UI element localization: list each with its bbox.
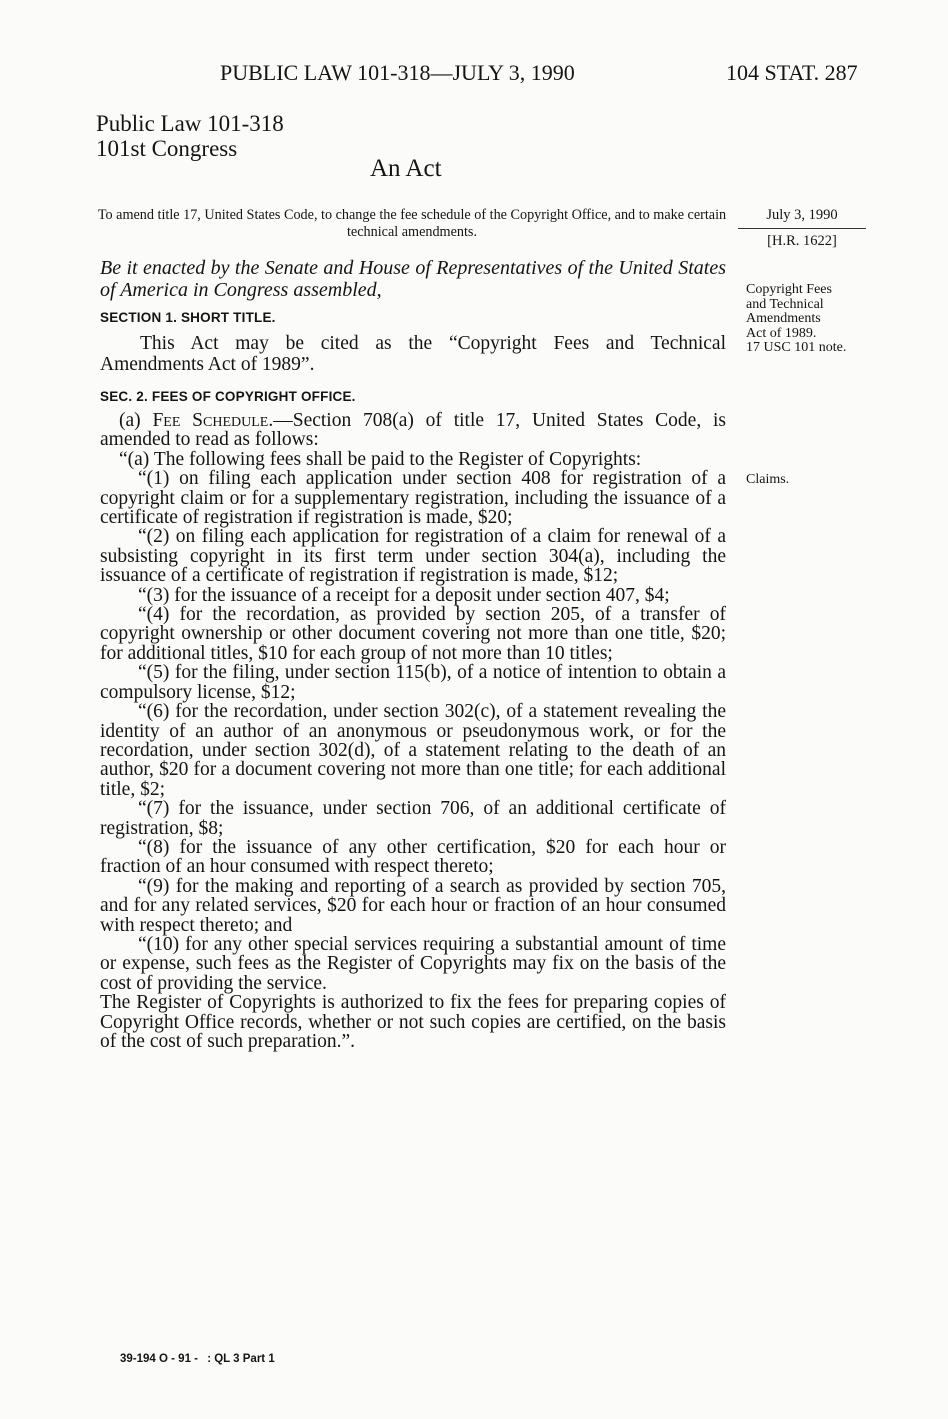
act-title: An Act <box>370 155 442 182</box>
public-law-number: Public Law 101-318 <box>96 111 284 136</box>
closing-paragraph: The Register of Copyrights is authorized to fix the fees for preparing copies of Copyright Office records, whether or not such copies are certified, on the basis of the cost of such preparation.”. <box>100 992 726 1052</box>
running-head-title: PUBLIC LAW 101-318—JULY 3, 1990 <box>220 60 575 85</box>
act-purpose: To amend title 17, United States Code, to change the fee schedule of the Copyright Office, and to make certain technical amendments. <box>97 207 727 240</box>
job-number: 39-194 O - 91 - <box>120 1353 198 1365</box>
fee-item: “(8) for the issuance of any other certification, $20 for each hour or fraction of an hour consumed with respect thereto; <box>100 836 726 878</box>
margin-note-line: Copyright Fees <box>746 282 832 297</box>
print-footer <box>120 1353 281 1365</box>
statutes-page-number: 104 STAT. 287 <box>726 60 858 85</box>
section-1-heading: SECTION 1. SHORT TITLE. <box>100 310 276 325</box>
subsection-text: —Section 708(a) of title 17, United States Code, is amended to read as follows: <box>100 410 726 451</box>
section-1-text-line: This Act may be cited as the “Copyright Fees and Technical <box>140 333 726 354</box>
fee-item: “(4) for the recordation, as provided by section 205, of a transfer of copyright ownership or other document covering not more than one title, $20; for additional titles, $10 for each group of not more than 10 titles; <box>100 604 726 664</box>
subsection-caption: Fee Schedule. <box>152 410 274 431</box>
ql-label: : QL 3 Part 1 <box>207 1353 275 1365</box>
subsection-a <box>100 411 726 450</box>
usc-note: 17 USC 101 note. <box>746 340 847 355</box>
section-1-text <box>100 333 726 375</box>
margin-note-line: Act of 1989. <box>746 325 817 341</box>
margin-note-short-title <box>746 283 886 356</box>
fee-item: “(2) on filing each application for registration of a claim for renewal of a subsisting copyright in its first term under section 304(a), including the issuance of a certificate of registration if registration is made, $12; <box>100 526 726 587</box>
fee-item: “(3) for the issuance of a receipt for a deposit under section 407, $4; <box>138 584 670 606</box>
section-1-text-line: Amendments Act of 1989”. <box>100 354 315 375</box>
bill-number: [H.R. 1622] <box>767 233 837 249</box>
fee-item: “(6) for the recordation, under section 302(c), of a statement revealing the identity of an author of an anonymous or pseudonymous work, or for the recordation, under section 302(d), of a statement relating to the death of an author, $20 for a document covering not more than one title; for each additional title, $2; <box>100 701 726 800</box>
section-2-heading: SEC. 2. FEES OF COPYRIGHT OFFICE. <box>100 389 356 404</box>
subsection-label: (a) <box>119 410 153 431</box>
fee-item: “(10) for any other special services requiring a substantial amount of time or expense, such fees as the Register of Copyrights may fix on the basis of the cost of providing the service. <box>100 933 726 994</box>
congress-label: 101st Congress <box>96 136 238 161</box>
fee-item: “(1) on filing each application under section 408 for registration of a copyright claim or for a supplementary registration, including the issuance of a certificate of registration if registration is made, $20; <box>100 468 726 529</box>
enacting-clause: Be it enacted by the Senate and House of Representatives of the United States of America in Congress assembled, <box>100 257 726 301</box>
fee-item: “(7) for the issuance, under section 706, of an additional certificate of registration, $8; <box>100 798 726 839</box>
fee-item: “(9) for the making and reporting of a search as provided by section 705, and for any related services, $20 for each hour or fraction of an hour consumed with respect thereto; and <box>100 875 726 936</box>
fee-item: “(5) for the filing, under section 115(b), of a notice of intention to obtain a compulsory license, $12; <box>100 662 726 703</box>
margin-enactment-info <box>738 207 866 250</box>
margin-note-line: and Technical <box>746 296 824 312</box>
margin-note-claims: Claims. <box>746 472 790 487</box>
margin-note-line: Amendments <box>746 311 821 326</box>
fees-intro: “(a) The following fees shall be paid to the Register of Copyrights: <box>119 448 642 470</box>
section-2-body <box>100 411 726 1051</box>
enactment-date: July 3, 1990 <box>738 207 866 229</box>
